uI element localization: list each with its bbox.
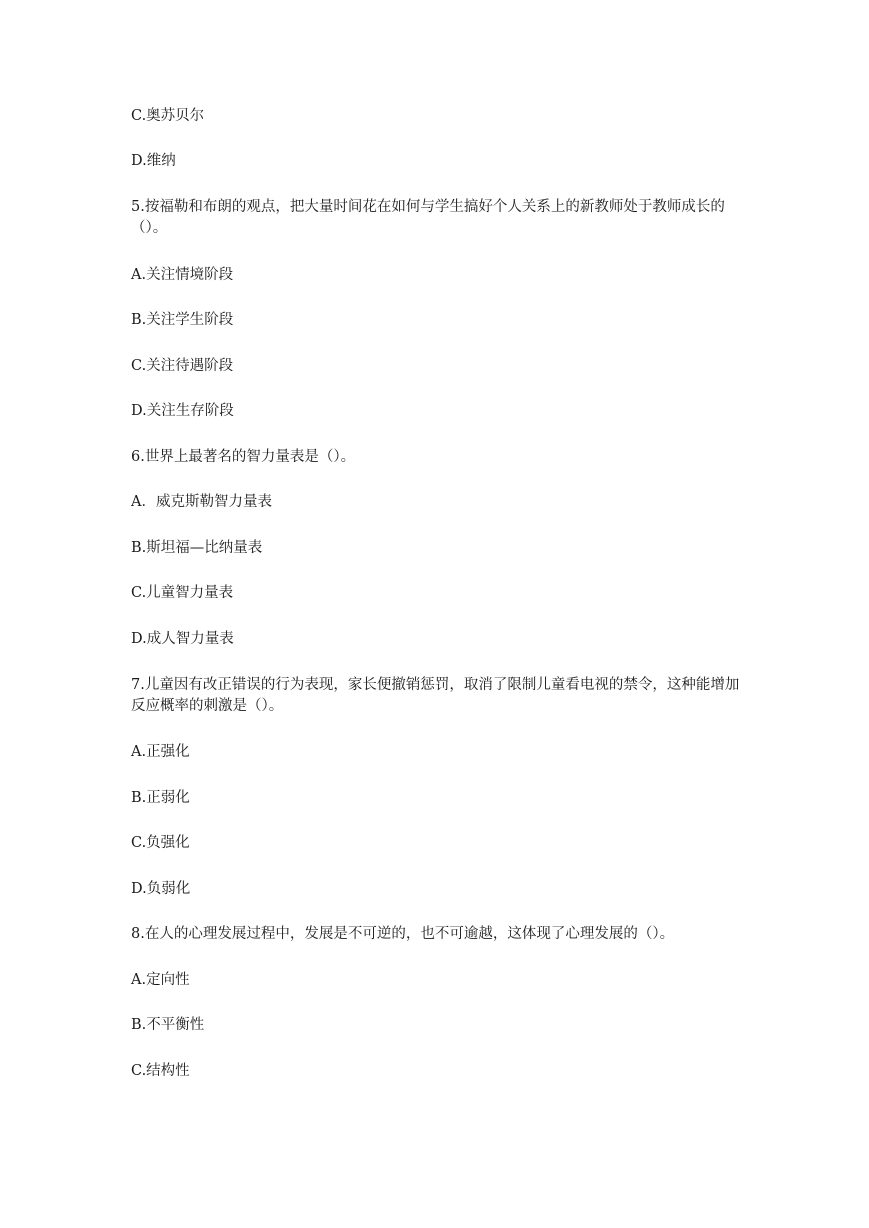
option-c-q5: C.关注待遇阶段 bbox=[131, 358, 234, 374]
option-d-q7: D.负弱化 bbox=[131, 881, 191, 897]
option-b-q5: B.关注学生阶段 bbox=[131, 312, 234, 328]
option-d-q6: D.成人智力量表 bbox=[131, 631, 234, 647]
option-b-q7: B.正弱化 bbox=[131, 790, 190, 806]
option-a-q7: A.正强化 bbox=[131, 744, 190, 760]
option-d-q5: D.关注生存阶段 bbox=[131, 403, 234, 419]
question-8: 8.在人的心理发展过程中，发展是不可逆的，也不可逾越，这体现了心理发展的（）。 bbox=[131, 926, 675, 942]
option-a-q8: A.定向性 bbox=[131, 972, 190, 988]
option-c-q7: C.负强化 bbox=[131, 835, 190, 851]
option-b-q6: B.斯坦福—比纳量表 bbox=[131, 540, 263, 556]
option-a-q6: A．威克斯勒智力量表 bbox=[131, 494, 272, 510]
option-c-q6: C.儿童智力量表 bbox=[131, 585, 234, 601]
option-b-q8: B.不平衡性 bbox=[131, 1017, 205, 1033]
option-a-q5: A.关注情境阶段 bbox=[131, 267, 234, 283]
question-5: 5.按福勒和布朗的观点，把大量时间花在如何与学生搞好个人关系上的新教师处于教师成长的（）。 bbox=[131, 199, 725, 236]
option-d-q4: D.维纳 bbox=[131, 153, 176, 169]
option-c-q8: C.结构性 bbox=[131, 1063, 190, 1079]
question-6: 6.世界上最著名的智力量表是（）。 bbox=[131, 449, 356, 465]
question-7: 7.儿童因有改正错误的行为表现，家长便撤销惩罚，取消了限制儿童看电视的禁令，这种能增加反应概率的刺激是（）。 bbox=[131, 677, 740, 714]
option-c-q4: C.奥苏贝尔 bbox=[131, 108, 205, 124]
